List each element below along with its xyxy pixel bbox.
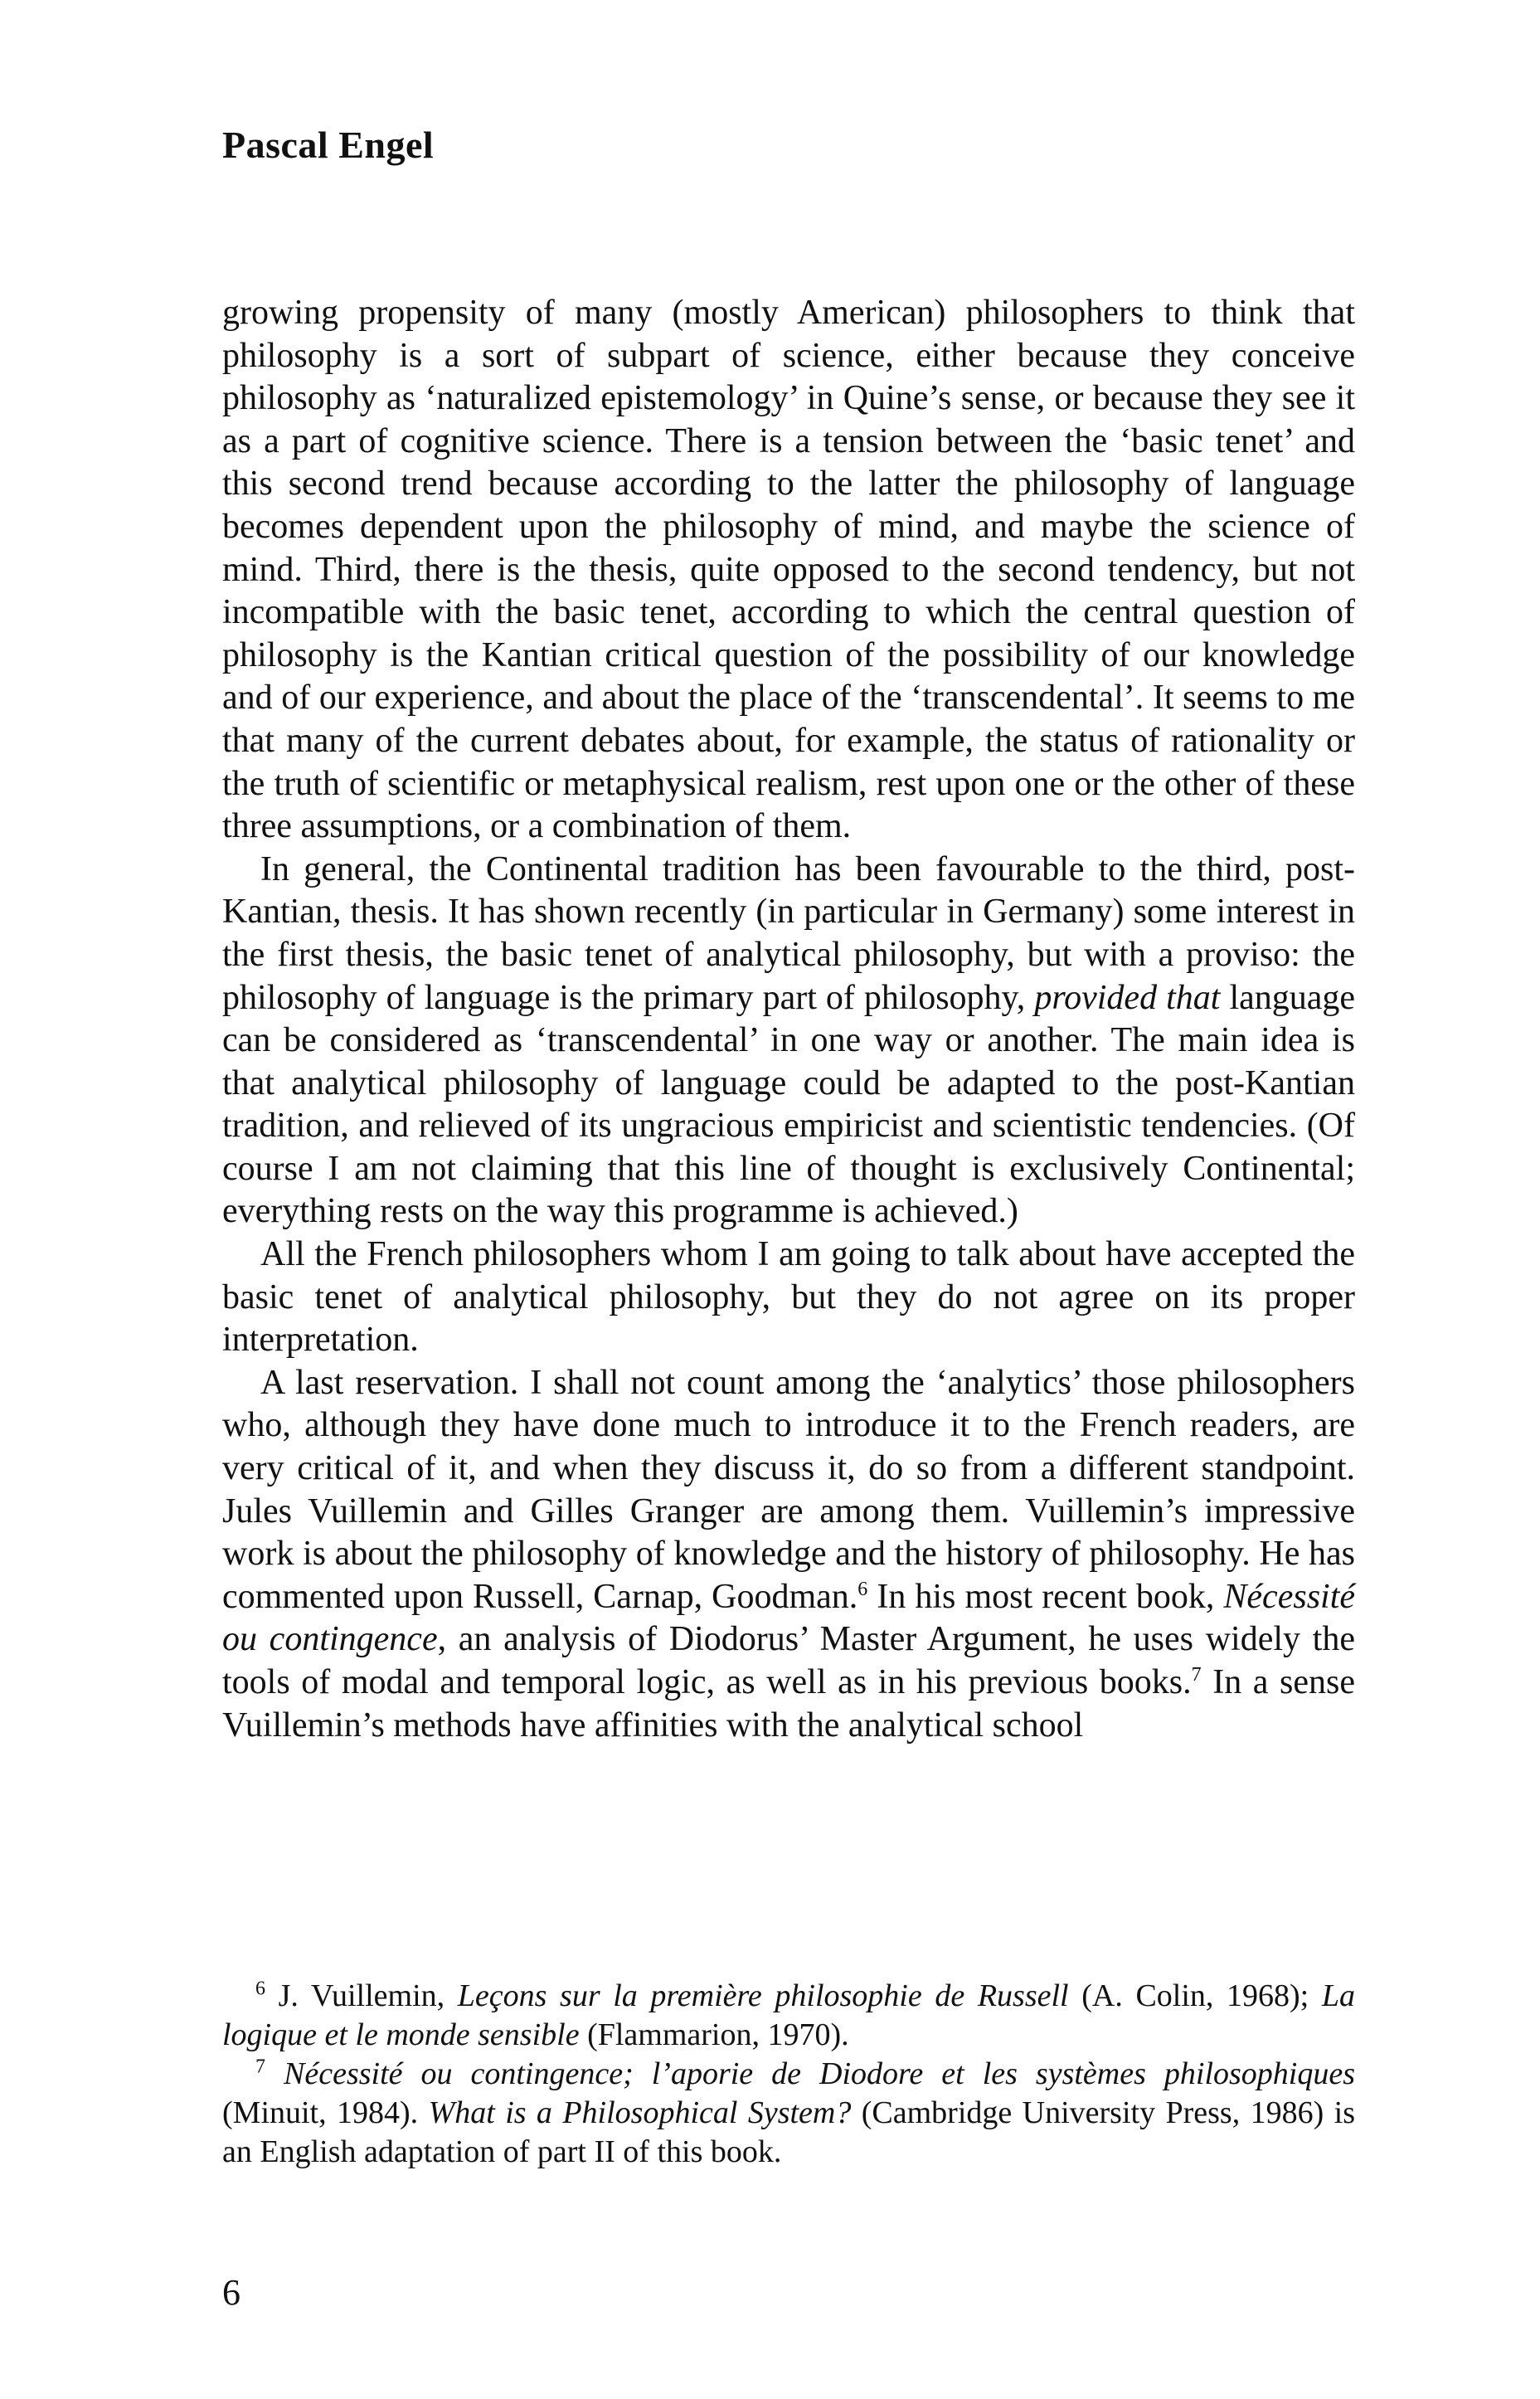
paragraph-4-text-a: A last reservation. I shall not count among the ‘analytics’ those philosophers who, although they have done much to introduce it to the French readers, are very critical of it, and when they discuss it, do so from a different standpoint. Jules Vuillemin and Gilles Granger are among them. Vuillemin’s impressive work is about the philosophy of knowledge and the history of philosophy. He has commented upon Russell, Carnap, Goodman. — [222, 1363, 1355, 1616]
footnote-ref-6: 6 — [857, 1578, 868, 1600]
paragraph-2 — [222, 849, 1355, 1234]
paragraph-2-emphasis: provided that — [1034, 978, 1221, 1017]
footnote-7-title-1: Nécessité ou contingence; l’aporie de Diodore et les systèmes philosophiques — [265, 2056, 1355, 2091]
footnote-6-text-a: J. Vuillemin, — [265, 1978, 458, 2013]
footnote-6-title-1: Leçons sur la première philosophie de Russell — [457, 1978, 1069, 2013]
footnote-7-text-b: (Cambridge University Press, 1986) is an English adaptation of part II of this book. — [222, 2095, 1356, 2169]
main-text — [222, 292, 1355, 1747]
footnote-6-title-2: La logique et le monde sensible — [222, 1978, 1355, 2052]
paragraph-3: All the French philosophers whom I am going to talk about have accepted the basic tenet of analytical philosophy, but they do not agree on its proper interpretation. — [222, 1235, 1355, 1360]
paragraph-2-text-a: In general, the Continental tradition has been favourable to the third, post-Kantian, thesis. It has shown recently (in particular in Germany) some interest in the first thesis, the basic tenet of analytical philosophy, but with a proviso: the philosophy of language is the primary part of philosophy, — [222, 849, 1355, 1017]
footnote-6-mark: 6 — [255, 1978, 265, 2000]
paragraph-4-text-d: In a sense Vuillemin’s methods have affinities with the analytical school — [222, 1663, 1356, 1745]
paragraph-2-text-b: language can be considered as ‘transcendental’ in one way or another. The main idea is that analytical philosophy of language could be adapted to the post-Kantian tradition, and relieved of its ungracious empiricist and scientistic tendencies. (Of course I am not claiming that this line of thought is exclusively Continental; everything rests on the way this programme is achieved.) — [222, 978, 1356, 1231]
footnote-7-title-2: What is a Philosophical System? — [428, 2095, 852, 2130]
paragraph-4-book-title: Nécessité ou contingence — [222, 1577, 1356, 1659]
running-head-author: Pascal Engel — [222, 124, 435, 166]
paragraph-4 — [222, 1362, 1355, 1747]
footnote-7-text-a: (Minuit, 1984). — [222, 2095, 429, 2130]
footnote-6 — [222, 1977, 1355, 2055]
page-number: 6 — [222, 2272, 240, 2313]
footnote-7-mark: 7 — [255, 2056, 265, 2078]
footnote-ref-7: 7 — [1191, 1664, 1202, 1686]
footnotes — [222, 1977, 1355, 2172]
footnote-6-text-b: (A. Colin, 1968); — [1068, 1978, 1322, 2013]
footnote-7 — [222, 2055, 1355, 2172]
paragraph-4-text-b: In his most recent book, — [867, 1577, 1215, 1616]
paragraph-4-text-c: , an analysis of Diodorus’ Master Argument, he uses widely the tools of modal and temporal logic, as well as in his previous books. — [222, 1620, 1355, 1701]
paragraph-1: growing propensity of many (mostly American) philosophers to think that philosophy is a sort of subpart of science, either because they conceive philosophy as ‘naturalized epistemology’ in Quine’s sense, or because they see it as a part of cognitive science. There is a tension between the ‘basic tenet’ and this second trend because according to the latter the philosophy of language becomes dependent upon the philosophy of mind, and maybe the science of mind. Third, there is the thesis, quite opposed to the second tendency, but not incompatible with the basic tenet, according to which the central question of philosophy is the Kantian critical question of the possibility of our knowledge and of our experience, and about the place of the ‘transcendental’. It seems to me that many of the current debates about, for example, the status of rationality or the truth of scientific or metaphysical realism, rest upon one or the other of these three assumptions, or a combination of them. — [222, 294, 1355, 846]
footnote-6-text-c: (Flammarion, 1970). — [579, 2017, 849, 2052]
